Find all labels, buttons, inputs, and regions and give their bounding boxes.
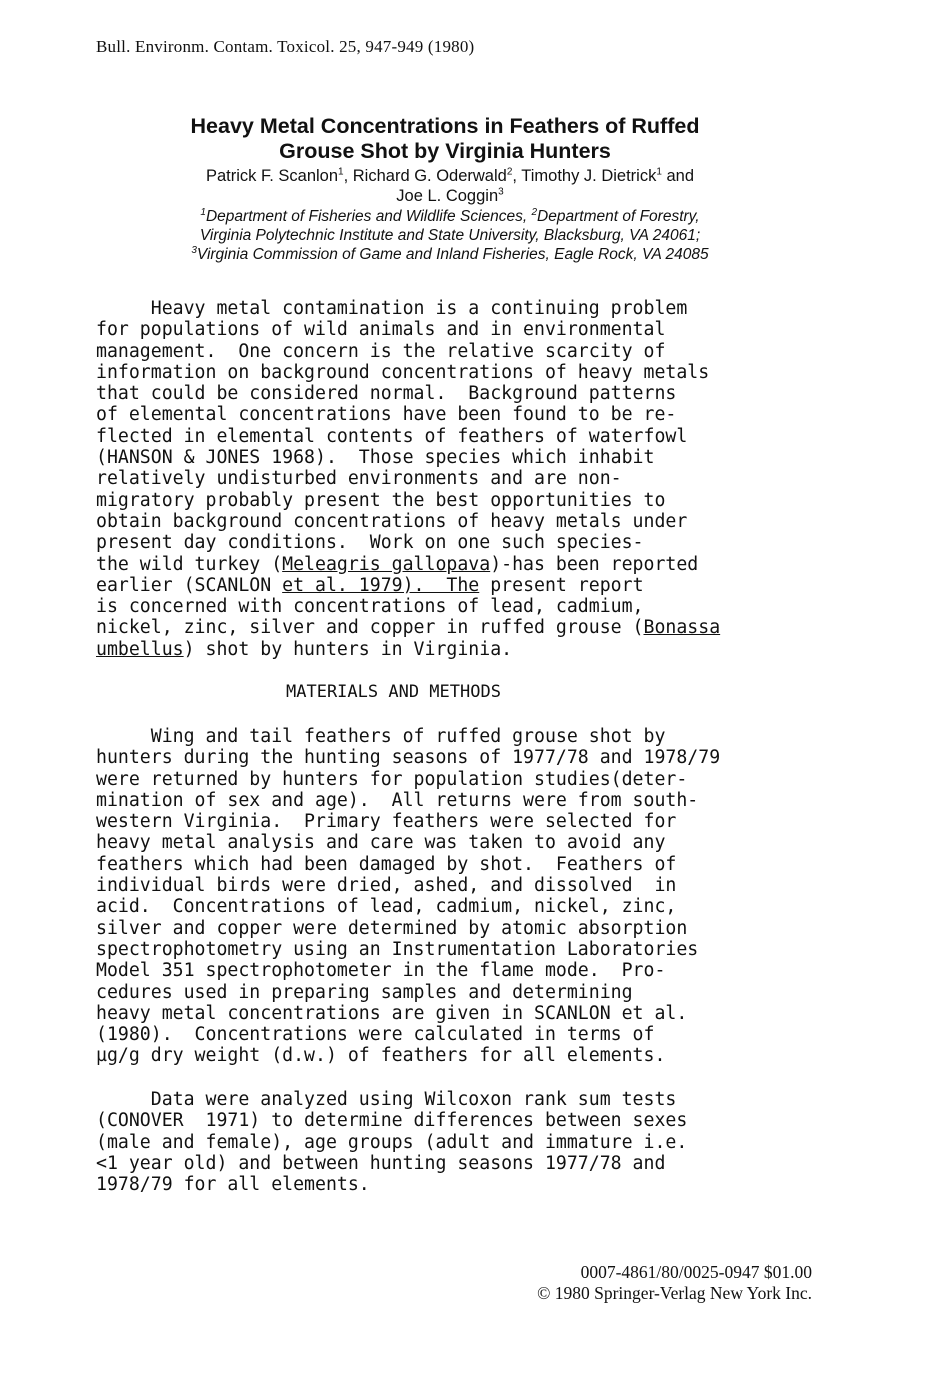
affiliation-marker: 1	[656, 166, 662, 178]
text-line: of elemental concentrations have been found to be re-	[96, 404, 677, 426]
affiliation-marker: 2	[506, 166, 513, 178]
author-conjunction: and	[661, 167, 695, 185]
affiliations	[100, 207, 800, 264]
paper-title	[100, 114, 790, 164]
affiliation-marker: 3	[498, 186, 504, 198]
text-line: (male and female), age groups (adult and immature i.e.	[96, 1131, 688, 1153]
text-line: cedures used in preparing samples and determining	[96, 981, 633, 1003]
text-line: µg/g dry weight (d.w.) of feathers for all elements.	[96, 1045, 666, 1067]
text-line	[96, 617, 720, 638]
affiliation-line-1	[100, 207, 800, 226]
text-line: western Virginia. Primary feathers were selected for	[96, 811, 677, 833]
article-code: 0007-4861/80/0025-0947 $01.00	[580, 1262, 812, 1282]
text-line: hunters during the hunting seasons of 1977/78 and 1978/79	[96, 747, 721, 769]
text-line: feathers which had been damaged by shot. Feathers of	[96, 853, 677, 875]
citation-et-al: et al. 1979). The	[282, 574, 480, 596]
page-footer	[537, 1262, 812, 1304]
title-line-2: Grouse Shot by Virginia Hunters	[279, 139, 611, 163]
text-line: Data were analyzed using Wilcoxon rank sum tests	[96, 1089, 677, 1110]
text-line	[96, 575, 720, 596]
affiliation-marker: 3	[191, 244, 197, 256]
author-dietrick: , Timothy J. Dietrick	[512, 167, 657, 185]
text-line: Model 351 spectrophotometer in the flame mode. Pro-	[96, 960, 666, 982]
text-line: (1980). Concentrations were calculated in terms of	[96, 1024, 655, 1046]
text-segment: the wild turkey (	[96, 553, 283, 575]
affiliation-fisheries: Department of Fisheries and Wildlife Sciences,	[205, 208, 532, 225]
text-line: 1978/79 for all elements.	[96, 1174, 370, 1196]
journal-citation: Bull. Environm. Contam. Toxicol. 25, 947-949 (1980)	[96, 37, 475, 56]
text-line: individual birds were dried, ashed, and dissolved in	[96, 875, 677, 897]
text-line: relatively undisturbed environments and are non-	[96, 468, 622, 490]
title-line-1: Heavy Metal Concentrations in Feathers of Ruffed	[190, 114, 700, 138]
text-line: is concerned with concentrations of lead, cadmium,	[96, 596, 644, 618]
affiliation-game-commission: Virginia Commission of Game and Inland Fisheries, Eagle Rock, VA 24085	[196, 246, 709, 263]
copyright-notice: © 1980 Springer-Verlag New York Inc.	[537, 1283, 812, 1303]
species-name-turkey: Meleagris gallopava	[282, 553, 491, 575]
intro-paragraph	[96, 298, 720, 660]
text-line: <1 year old) and between hunting seasons 1977/78 and	[96, 1152, 666, 1174]
author-line-2	[100, 186, 800, 206]
text-line: (CONOVER 1971) to determine differences between sexes	[96, 1110, 688, 1132]
affiliation-marker: 2	[531, 206, 538, 218]
text-segment: )-has been reported	[490, 553, 699, 575]
affiliation-marker: 1	[338, 166, 344, 178]
text-line: (HANSON & JONES 1968). Those species which inhabit	[96, 447, 655, 469]
author-oderwald: , Richard G. Oderwald	[343, 167, 507, 185]
author-coggin: Joe L. Coggin	[396, 187, 499, 205]
affiliation-forestry: Department of Forestry,	[537, 208, 700, 225]
text-line: migratory probably present the best opportunities to	[96, 489, 666, 511]
text-line: were returned by hunters for population studies(deter-	[96, 768, 688, 790]
text-line	[96, 639, 720, 660]
text-segment: earlier (SCANLON	[96, 574, 283, 596]
text-line: information on background concentrations of heavy metals	[96, 361, 710, 383]
text-line: heavy metal concentrations are given in SCANLON et al.	[96, 1002, 688, 1024]
text-line: present day conditions. Work on one such species-	[96, 532, 644, 554]
text-line: management. One concern is the relative scarcity of	[96, 340, 666, 362]
text-segment: nickel, zinc, silver and copper in ruffed grouse (	[96, 617, 644, 639]
author-scanlon: Patrick F. Scanlon	[205, 167, 339, 185]
text-line: heavy metal analysis and care was taken to avoid any	[96, 832, 666, 854]
species-name-epithet: umbellus	[96, 638, 184, 660]
text-line: flected in elemental contents of feathers of waterfowl	[96, 425, 688, 447]
author-line-1	[100, 166, 800, 186]
affiliation-line-3	[100, 245, 800, 264]
text-line: mination of sex and age). All returns were from south-	[96, 789, 699, 811]
text-segment: ) shot by hunters in Virginia.	[183, 638, 513, 660]
text-line	[96, 554, 720, 575]
text-line: that could be considered normal. Background patterns	[96, 383, 677, 405]
text-line: obtain background concentrations of heavy metals under	[96, 510, 688, 532]
species-name-genus: Bonassa	[643, 617, 721, 639]
text-line: silver and copper were determined by atomic absorption	[96, 917, 688, 939]
text-line: acid. Concentrations of lead, cadmium, nickel, zinc,	[96, 896, 677, 918]
text-line: Wing and tail feathers of ruffed grouse shot by	[96, 726, 666, 747]
analysis-paragraph	[96, 1089, 687, 1195]
methods-paragraph	[96, 726, 720, 1067]
affiliation-marker: 1	[200, 206, 206, 218]
affiliation-line-2: Virginia Polytechnic Institute and State University, Blacksburg, VA 24061;	[199, 227, 701, 244]
text-line: spectrophotometry using an Instrumentation Laboratories	[96, 938, 699, 960]
section-heading-methods: MATERIALS AND METHODS	[286, 682, 501, 702]
text-segment: present report	[479, 574, 644, 596]
author-list	[100, 166, 800, 206]
text-line: Heavy metal contamination is a continuing problem	[96, 298, 688, 319]
text-line: for populations of wild animals and in environmental	[96, 319, 666, 341]
